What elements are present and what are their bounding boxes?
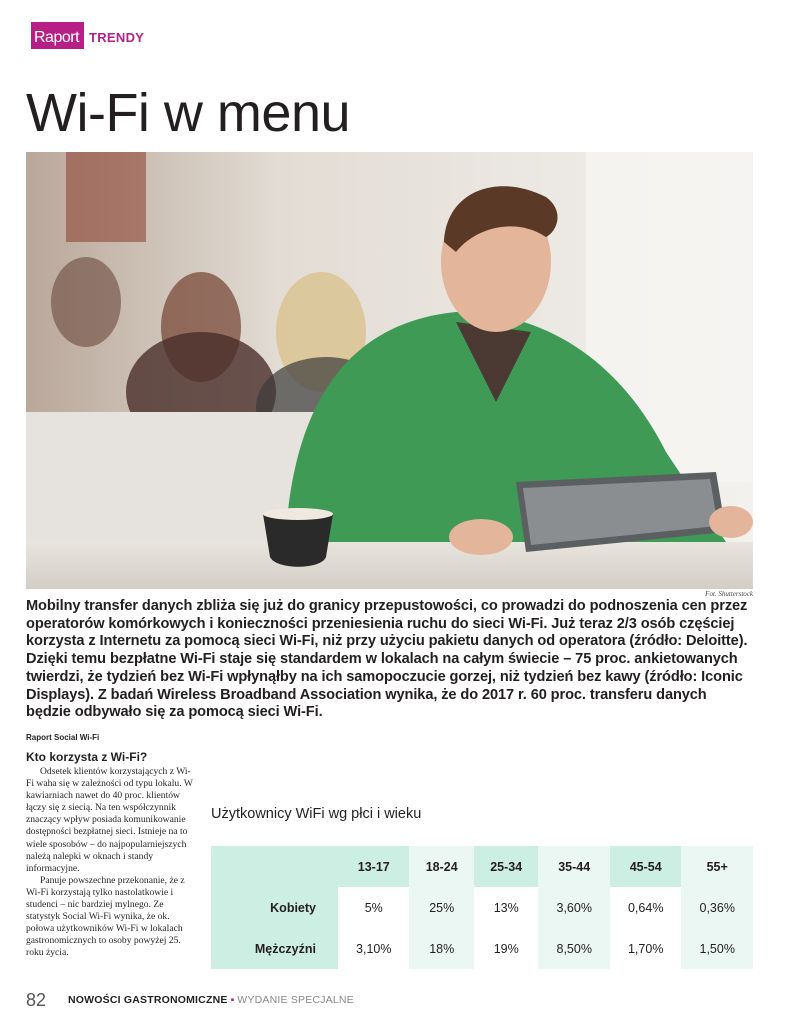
table-cell: 3,10% bbox=[338, 928, 409, 969]
table-cell: 0,36% bbox=[681, 887, 753, 928]
report-label: Raport Social Wi-Fi bbox=[26, 733, 100, 742]
table-header-cell: 55+ bbox=[681, 846, 753, 887]
edition-name: WYDANIE SPECJALNE bbox=[237, 994, 354, 1006]
column-paragraph: Odsetek klientów korzystających z Wi-Fi waha się w zależności od typu lokalu. W kawiarniach nawet do 40 proc. klientów łączy się z siecią. Na ten współczynnik znaczący wpływ posiada komunikowanie dostępności bezpłatnej sieci. Istnieje na to wiele sposobów – do najpopularniejszych należą nalepki w oknach i standy informacyjne. bbox=[26, 766, 193, 874]
table-row bbox=[211, 887, 753, 928]
section-name: TRENDY bbox=[89, 30, 145, 45]
table-cell: 5% bbox=[338, 887, 409, 928]
column-text bbox=[26, 766, 194, 960]
table-header-row bbox=[211, 846, 753, 887]
photo-credit: Fot. Shutterstock bbox=[705, 590, 753, 598]
stats-table bbox=[211, 846, 753, 969]
table-cell: 1,70% bbox=[610, 928, 681, 969]
table-cell: 25% bbox=[409, 887, 474, 928]
table-header-cell: 13-17 bbox=[338, 846, 409, 887]
table-row bbox=[211, 928, 753, 969]
table-header-cell: 35-44 bbox=[538, 846, 609, 887]
table-cell: 1,50% bbox=[681, 928, 753, 969]
section-tag-label: Raport bbox=[34, 29, 80, 46]
separator-dot: ▪ bbox=[230, 994, 235, 1006]
table-row-label: Kobiety bbox=[211, 887, 338, 928]
table-header-cell: 18-24 bbox=[409, 846, 474, 887]
section-tag bbox=[31, 22, 84, 49]
table-title: Użytkownicy WiFi wg płci i wieku bbox=[211, 806, 422, 822]
lead-paragraph: Mobilny transfer danych zbliża się już do granicy przepustowości, co prowadzi do podnoszenia cen przez operatorów komórkowych i konieczności przeniesienia ruchu do sieci Wi-Fi. Już teraz 2/3 osób częściej korzysta z Internetu za pomocą sieci Wi-Fi, niż przy użyciu pakietu danych od operatora (źródło: Deloitte). Dzięki temu bezpłatne Wi-Fi staje się standardem w lokalach na całym świecie – 75 proc. ankietowanych twierdzi, że tydzień bez Wi-Fi wpłynąłby na ich samopoczucie gorzej, niż tydzień bez kawy (źródło: Iconic Displays). Z badań Wireless Broadband Association wynika, że do 2017 r. 60 proc. transferu danych będzie odbywało się za pomocą sieci Wi-Fi. bbox=[26, 598, 748, 721]
table-cell: 19% bbox=[474, 928, 539, 969]
table-header-cell: 45-54 bbox=[610, 846, 681, 887]
table-cell: 3,60% bbox=[538, 887, 609, 928]
article-photo bbox=[26, 152, 753, 589]
article-title: Wi-Fi w menu bbox=[26, 83, 351, 143]
table-header-cell: 25-34 bbox=[474, 846, 539, 887]
column-heading: Kto korzysta z Wi-Fi? bbox=[26, 750, 148, 764]
table-cell: 18% bbox=[409, 928, 474, 969]
table-corner-cell bbox=[211, 846, 338, 887]
column-paragraph: Panuje powszechne przekonanie, że z Wi-Fi korzystają tylko nastolatkowie i studenci – nic bardziej mylnego. Ze statystyk Social Wi-Fi wynika, że ok. połowa użytkowników Wi-Fi w lokalach gastronomicznych to osoby powyżej 25. roku życia. bbox=[26, 874, 185, 959]
table-row-label: Mężczyźni bbox=[211, 928, 338, 969]
table-cell: 13% bbox=[474, 887, 539, 928]
publication-name: NOWOŚCI GASTRONOMICZNE bbox=[68, 994, 228, 1006]
page-number: 82 bbox=[26, 990, 47, 1010]
table-cell: 0,64% bbox=[610, 887, 681, 928]
page-footer bbox=[68, 994, 354, 1006]
table-cell: 8,50% bbox=[538, 928, 609, 969]
